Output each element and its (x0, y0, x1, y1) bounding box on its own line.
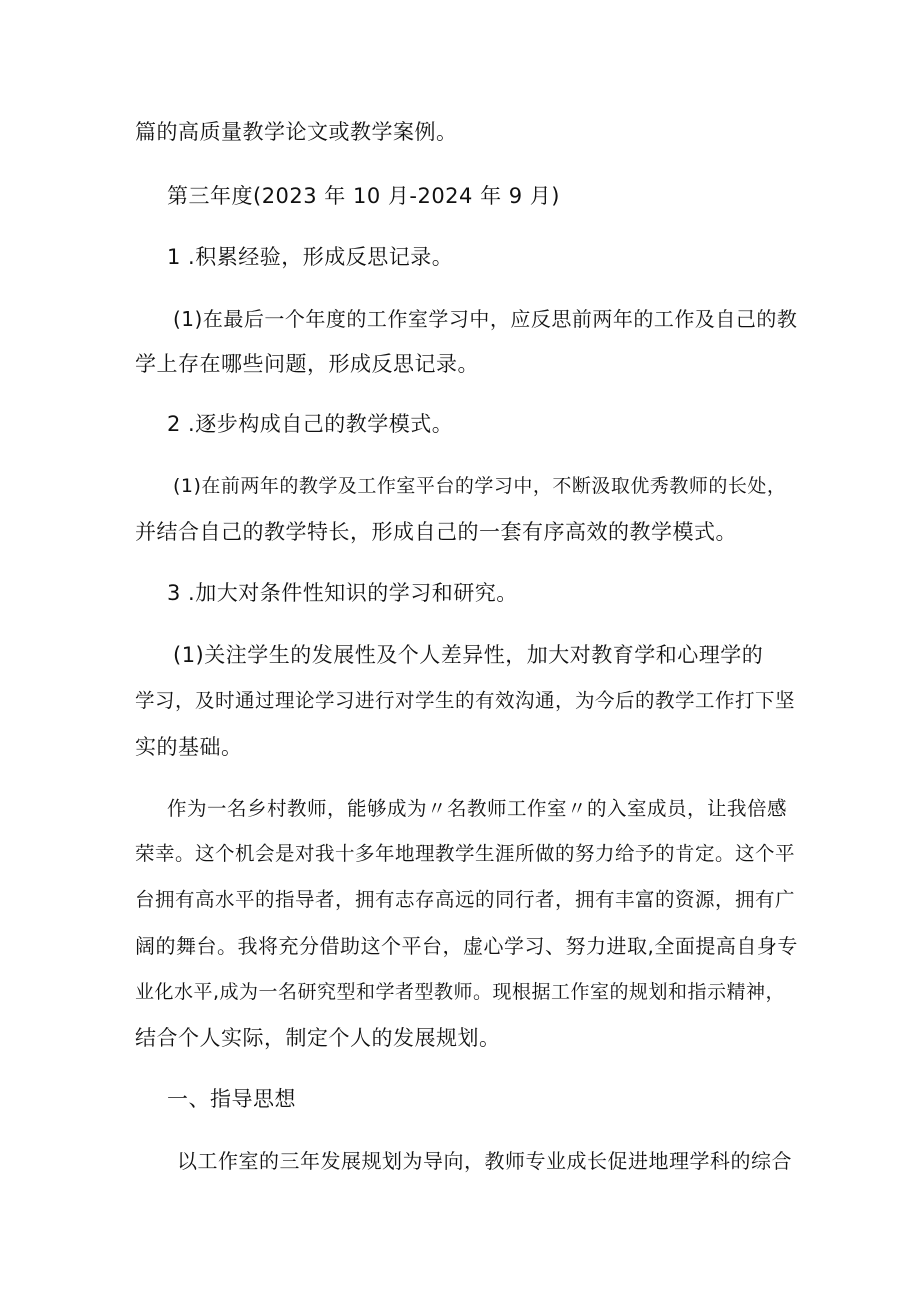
paragraph-line: 阔的舞台。我将充分借助这个平台，虚心学习、努力进取,全面提高自身专 (135, 934, 798, 958)
item-heading-1: 1 .积累经验，形成反思记录。 (167, 245, 454, 269)
paragraph-line: 并结合自己的教学特长，形成自己的一套有序高效的教学模式。 (135, 520, 737, 544)
paragraph-line: 作为一名乡村教师，能够成为〃名教师工作室〃的入室成员，让我倍感 (167, 797, 788, 820)
paragraph-line: 荣幸。这个机会是对我十多年地理教学生涯所做的努力给予的肯定。这个平 (135, 842, 796, 865)
paragraph-line: 实的基础。 (135, 735, 243, 759)
paragraph-line: 台拥有高水平的指导者，拥有志存高远的同行者，拥有丰富的资源，拥有广 (135, 888, 796, 911)
paragraph-line: (1)关注学生的发展性及个人差异性，加大对教育学和心理学的 (173, 643, 764, 667)
section-heading-guiding-thought: 一、指导思想 (167, 1087, 296, 1111)
paragraph-line: 学上存在哪些问题，形成反思记录。 (135, 352, 479, 376)
paragraph-line: (1)在最后一个年度的工作室学习中，应反思前两年的工作及自己的教 (173, 307, 798, 331)
paragraph-line: (1)在前两年的教学及工作室平台的学习中，不断汲取优秀教师的长处， (173, 475, 787, 497)
item-heading-2: 2 .逐步构成自己的教学模式。 (167, 412, 454, 436)
paragraph-line: 业化水平,成为一名研究型和学者型教师。现根据工作室的规划和指示精神， (135, 981, 786, 1003)
paragraph-line: 学习，及时通过理论学习进行对学生的有效沟通，为今后的教学工作打下坚 (135, 689, 796, 712)
section-heading-year-three: 第三年度(2023 年 10 月-2024 年 9 月) (167, 184, 560, 208)
item-heading-3: 3 .加大对条件性知识的学习和研究。 (167, 581, 518, 605)
paragraph-line: 结合个人实际，制定个人的发展规划。 (135, 1026, 501, 1050)
paragraph-line: 篇的高质量教学论文或教学案例。 (135, 120, 458, 144)
paragraph-line: 以工作室的三年发展规划为导向，教师专业成长促进地理学科的综合 (177, 1149, 792, 1173)
